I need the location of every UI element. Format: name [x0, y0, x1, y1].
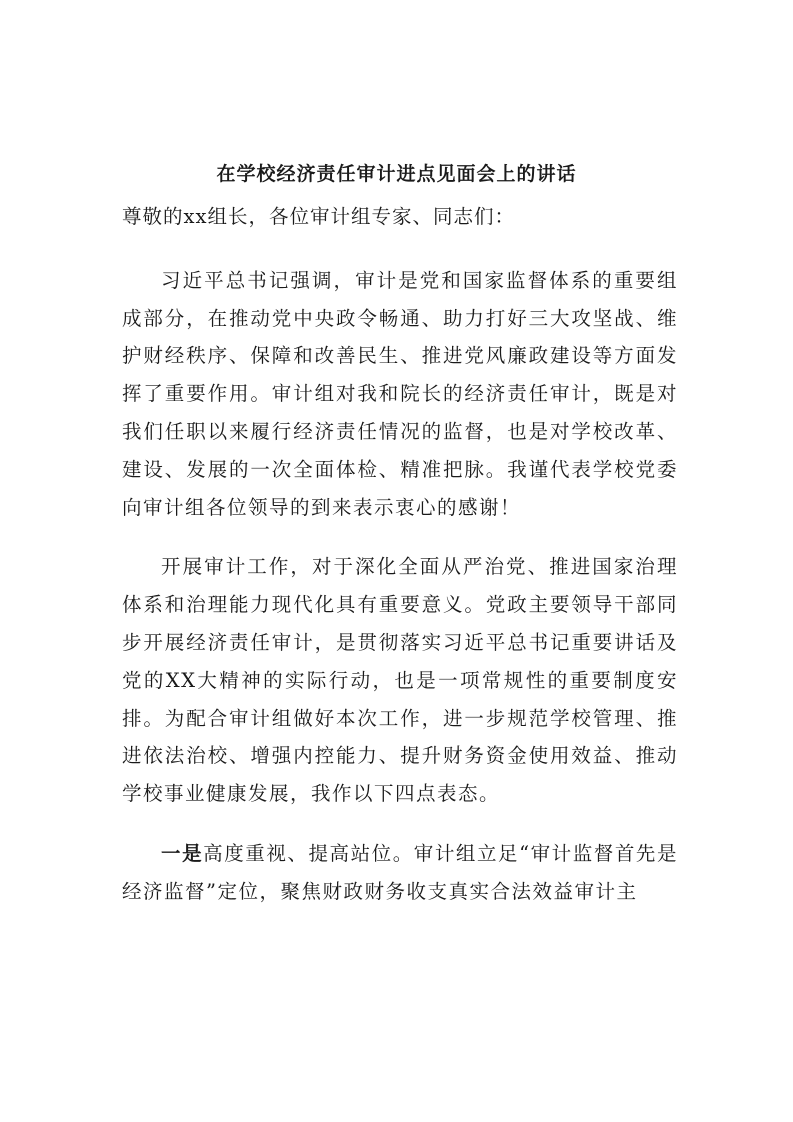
paragraph-2: 开展审计工作，对于深化全面从严治党、推进国家治理体系和治理能力现代化具有重要意义。党政主要领导干部同步开展经济责任审计，是贯彻落实习近平总书记重要讲话及党的XX大精神的实际行动，也是一项常规性的重要制度安排。为配合审计组做好本次工作，进一步规范学校管理、推进依法治校、增强内控能力、提升财务资金使用效益、推动学校事业健康发展，我作以下四点表态。 [122, 555, 678, 806]
paragraph-point-one [122, 835, 678, 911]
point-one-lead: 一是 [161, 841, 204, 865]
document-body [122, 198, 678, 911]
salutation: 尊敬的xx组长，各位审计组专家、同志们： [122, 205, 515, 228]
point-one-text: 高度重视、提高站位。审计组立足“审计监督首先是经济监督”定位，聚焦财政财务收支真实合法效益审计主 [122, 841, 678, 903]
document-title: 在学校经济责任审计进点见面会上的讲话 [216, 163, 577, 185]
paragraph-1: 习近平总书记强调，审计是党和国家监督体系的重要组成部分，在推动党中央政令畅通、助力打好三大攻坚战、维护财经秩序、保障和改善民生、推进党风廉政建设等方面发挥了重要作用。审计组对我和院长的经济责任审计，既是对我们任职以来履行经济责任情况的监督，也是对学校改革、建设、发展的一次全面体检、精准把脉。我谨代表学校党委向审计组各位领导的到来表示衷心的感谢！ [122, 268, 678, 519]
